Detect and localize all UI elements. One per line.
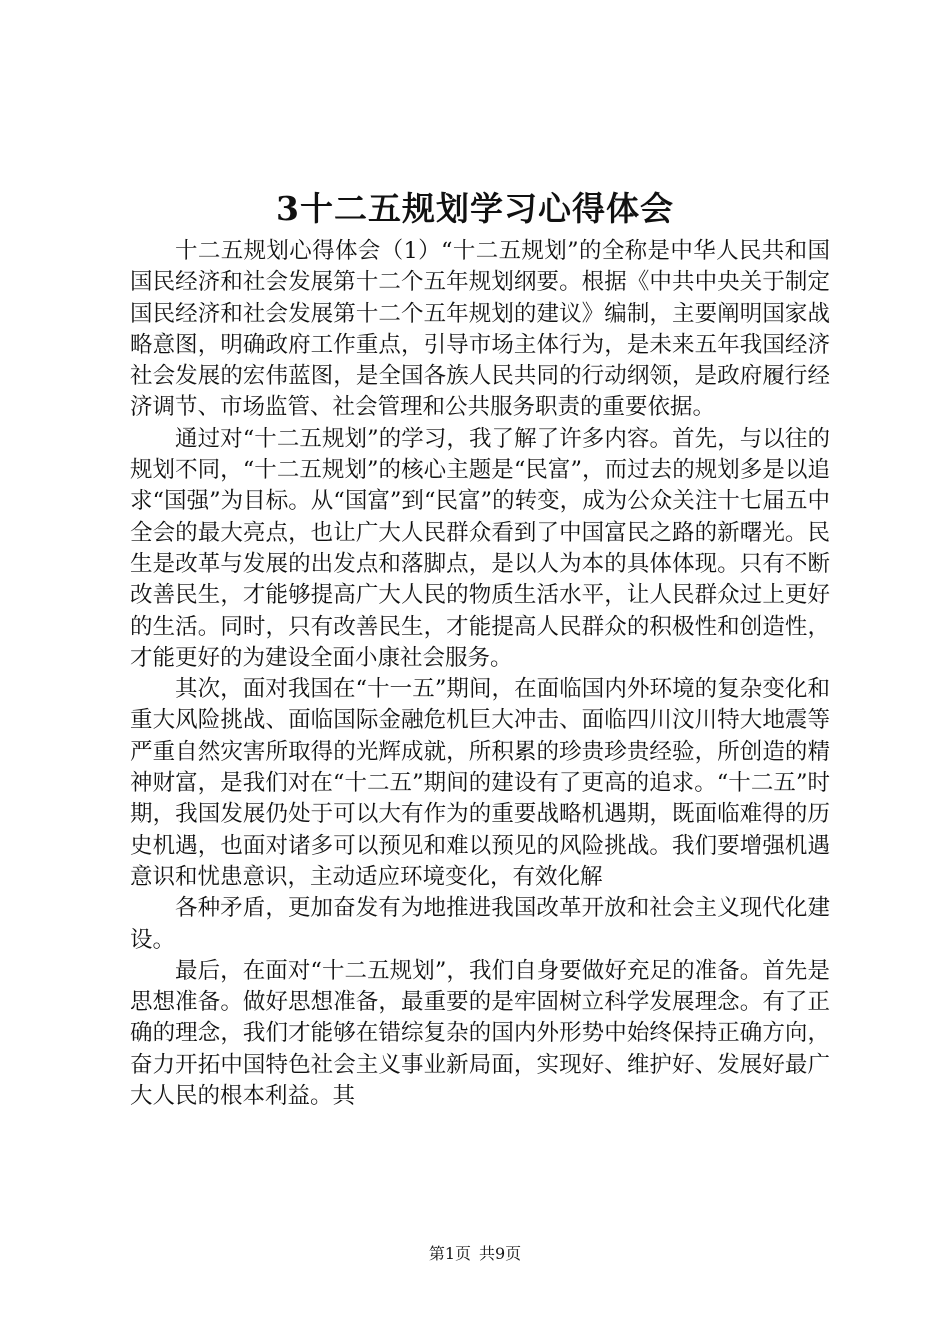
paragraph-3: 其次，面对我国在“十一五”期间，在面临国内外环境的复杂变化和重大风险挑战、面临国际金融危机巨大冲击、面临四川汶川特大地震等严重自然灾害所取得的光辉成就，所积累的珍贵珍贵经验，所创造的精神财富，是我们对在“十二五”期间的建设有了更高的追求。“十二五”时期，我国发展仍处于可以大有作为的重要战略机遇期，既面临难得的历史机遇，也面对诸多可以预见和难以预见的风险挑战。我们要增强机遇意识和忧患意识，主动适应环境变化，有效化解: [130, 676, 830, 890]
paragraph-2: 通过对“十二五规划”的学习，我了解了许多内容。首先，与以往的规划不同，“十二五规划”的核心主题是“民富”，而过去的规划多是以追求“国强”为目标。从“国富”到“民富”的转变，成为公众关注十七届五中全会的最大亮点，也让广大人民群众看到了中国富民之路的新曙光。民生是改革与发展的出发点和落脚点，是以人为本的具体体现。只有不断改善民生，才能够提高广大人民的物质生活水平，让人民群众过上更好的生活。同时，只有改善民生，才能提高人民群众的积极性和创造性，才能更好的为建设全面小康社会服务。: [130, 425, 830, 671]
paragraph-1: 十二五规划心得体会（1）“十二五规划”的全称是中华人民共和国国民经济和社会发展第十二个五年规划纲要。根据《中共中央关于制定国民经济和社会发展第十二个五年规划的建议》编制，主要阐明国家战略意图，明确政府工作重点，引导市场主体行为，是未来五年我国经济社会发展的宏伟蓝图，是全国各族人民共同的行动纲领，是政府履行经济调节、市场监管、社会管理和公共服务职责的重要依据。: [130, 238, 830, 421]
paragraph-5: 最后，在面对“十二五规划”，我们自身要做好充足的准备。首先是思想准备。做好思想准备，最重要的是牢固树立科学发展理念。有了正确的理念，我们才能够在错综复杂的国内外形势中始终保持正确方向，奋力开拓中国特色社会主义事业新局面，实现好、维护好、发展好最广大人民的根本利益。其: [130, 957, 830, 1110]
paragraph-4: 各种矛盾，更加奋发有为地推进我国改革开放和社会主义现代化建设。: [130, 895, 830, 953]
document-title: 3十二五规划学习心得体会: [276, 189, 674, 228]
page-number-total: 共9页: [479, 1244, 522, 1263]
page-footer: [0, 1242, 950, 1266]
page-number-current: 第1页: [428, 1244, 471, 1263]
document-body: [130, 236, 830, 1112]
